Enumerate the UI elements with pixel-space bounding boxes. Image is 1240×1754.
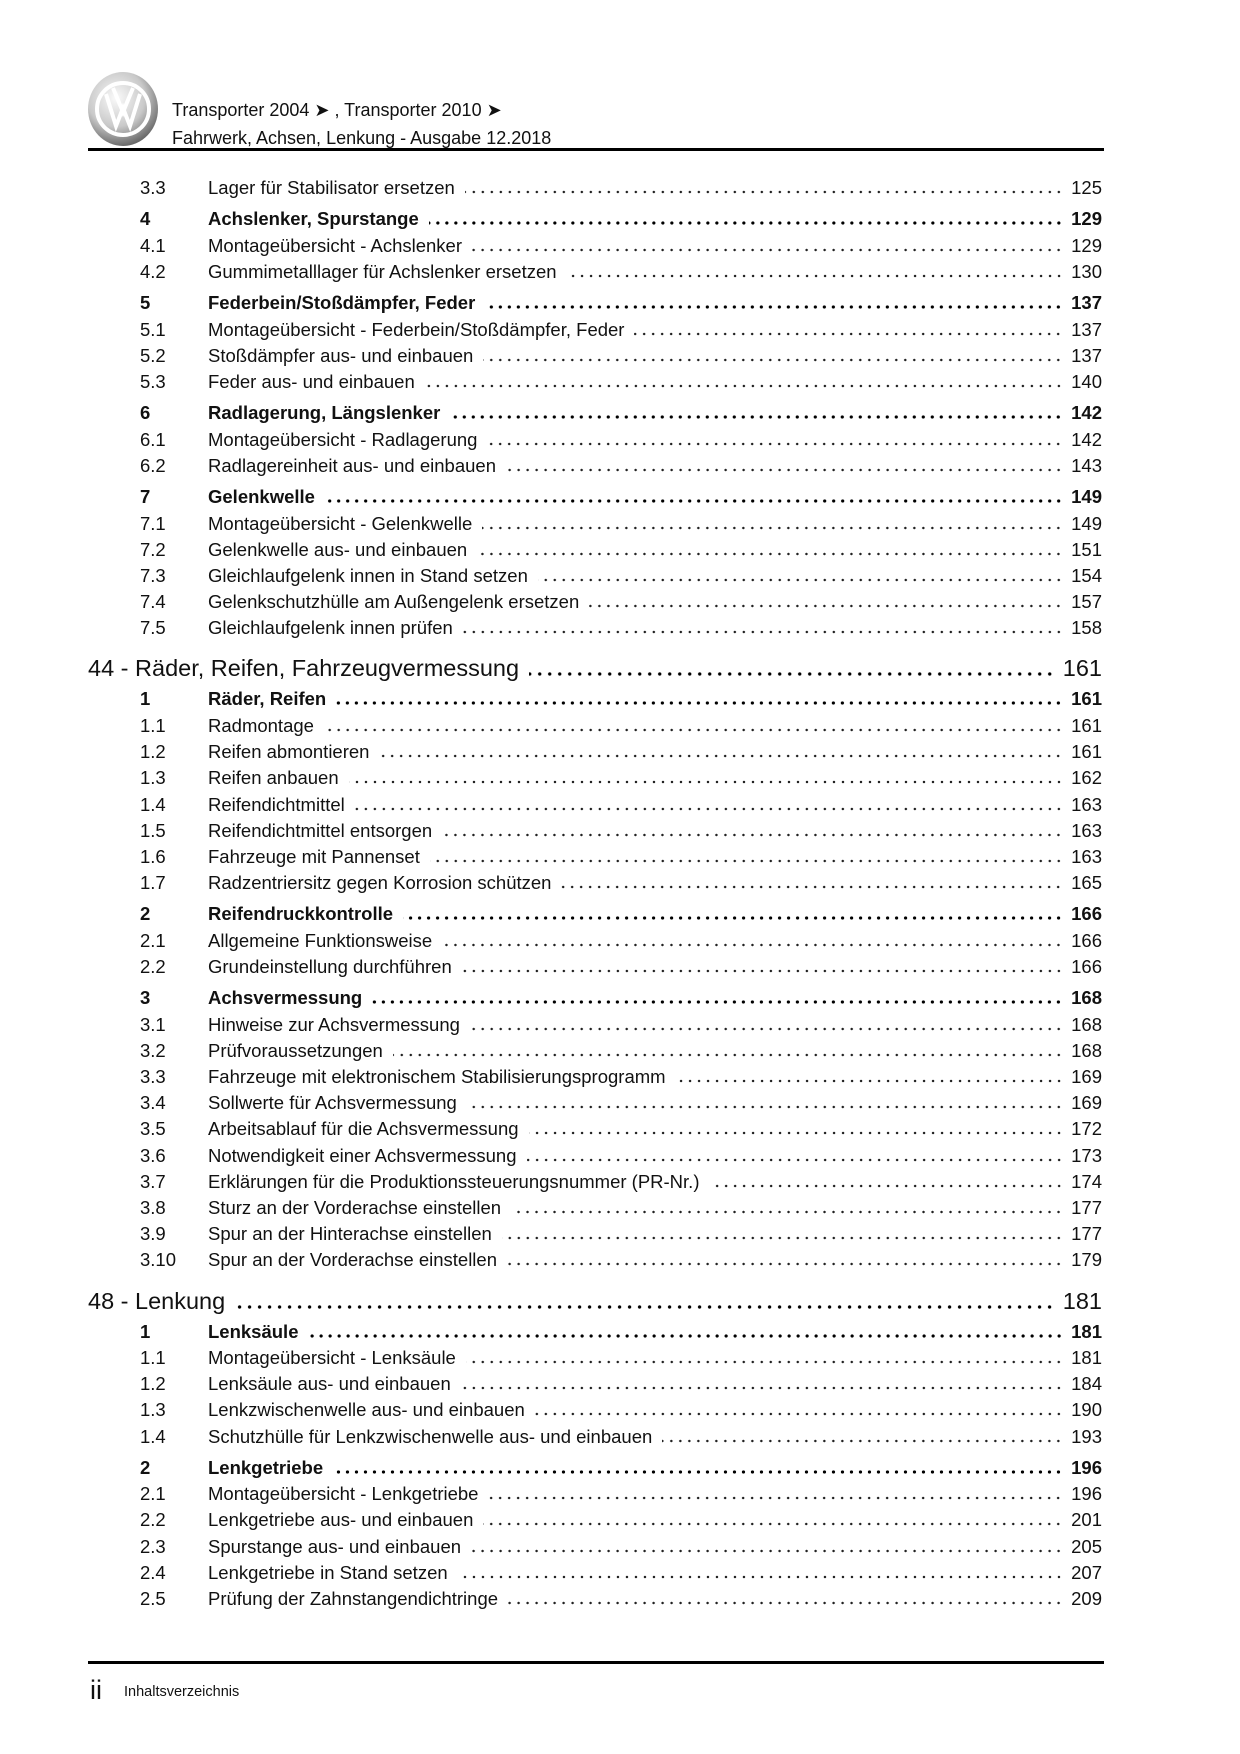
toc-page: 181 [1062,1287,1102,1314]
toc-page: 205 [1071,1535,1102,1557]
toc-number: 3.2 [140,1039,166,1061]
toc-title: Erklärungen für die Produktionssteuerungsnummer (PR-Nr.) [208,1170,700,1192]
toc-number: 3.7 [140,1170,166,1192]
dot-leader [450,415,1063,419]
toc-title: Räder, Reifen [208,688,327,710]
toc-entry[interactable] [140,1562,1102,1588]
toc-page: 196 [1071,1483,1102,1505]
toc-number: 6.2 [140,454,166,476]
toc-title: Sollwerte für Achsvermessung [208,1092,457,1114]
toc-number: 5 [140,292,151,314]
toc-title: Stoßdämpfer aus- und einbauen [208,344,474,366]
toc-entry[interactable] [140,1092,1102,1118]
toc-entry[interactable] [140,1426,1102,1452]
dot-leader [467,1105,1063,1109]
toc-number: 7.5 [140,617,166,639]
toc-number: 3.3 [140,1066,166,1087]
dot-leader [710,1184,1064,1188]
toc-section[interactable] [140,688,1102,715]
toc-entry[interactable] [140,1347,1102,1373]
toc-title: 48 - Lenkung [88,1287,226,1314]
toc-title: Prüfung der Zahnstangendichtringe [208,1588,499,1609]
toc-title: Lenkgetriebe [208,1456,324,1478]
toc-number: 1.4 [140,793,166,815]
vw-logo [88,72,158,146]
toc-number: 5.2 [140,344,166,366]
toc-number: 3.3 [140,177,166,198]
toc-section[interactable] [140,208,1102,235]
toc-number: 5.3 [140,370,166,392]
dot-leader [662,1439,1063,1443]
toc-number: 3.9 [140,1223,166,1245]
toc-page: 201 [1071,1509,1102,1531]
toc-page: 193 [1071,1425,1102,1447]
toc-entry[interactable] [140,1399,1102,1425]
toc-section[interactable] [140,402,1102,429]
dot-leader [502,1236,1063,1240]
toc-section[interactable] [140,1457,1102,1484]
toc-page: 166 [1071,955,1102,977]
dot-leader [379,754,1063,758]
toc-entry[interactable] [140,455,1102,481]
toc-number: 1.4 [140,1425,166,1447]
toc-title: Feder aus- und einbauen [208,370,415,392]
toc-entry[interactable] [140,715,1102,741]
toc-entry[interactable] [140,371,1102,397]
toc-page: 129 [1071,234,1102,256]
toc-title: Fahrzeuge mit Pannenset [208,845,420,867]
dot-leader [425,384,1063,388]
dot-leader [325,499,1063,503]
toc-entry[interactable] [140,794,1102,820]
toc-title: Lenkgetriebe in Stand setzen [208,1561,448,1583]
toc-title: Fahrzeuge mit elektronischem Stabilisierungsprogramm [208,1066,666,1087]
toc-page: 161 [1071,714,1102,736]
toc-page: 173 [1071,1144,1102,1166]
dot-leader [487,442,1063,446]
toc-title: Radmontage [208,714,314,736]
dot-leader [477,552,1063,556]
toc-page: 162 [1071,767,1102,789]
toc-title: Schutzhülle für Lenkzwischenwelle aus- und einbauen [208,1425,653,1447]
toc-number: 1.3 [140,767,166,789]
toc-number: 4 [140,208,151,230]
table-of-contents [88,177,1102,1614]
toc-page: 190 [1071,1399,1102,1421]
toc-title: Lenksäule aus- und einbauen [208,1373,451,1395]
dot-leader [355,807,1063,811]
toc-number: 2.5 [140,1588,166,1609]
toc-entry[interactable] [140,956,1102,982]
toc-number: 1.2 [140,741,166,763]
toc-title: Montageübersicht - Gelenkwelle [208,512,473,534]
dot-leader [483,1522,1063,1526]
toc-title: Allgemeine Funktionsweise [208,929,433,951]
toc-page: 174 [1071,1170,1102,1192]
toc-title: Radlagereinheit aus- und einbauen [208,454,496,476]
toc-number: 1.5 [140,819,166,841]
toc-number: 6 [140,402,151,424]
header-rule [88,148,1104,151]
toc-title: Montageübersicht - Lenkgetriebe [208,1483,479,1505]
toc-entry[interactable] [140,820,1102,846]
toc-title: Achslenker, Spurstange [208,208,419,230]
toc-page: 177 [1071,1196,1102,1218]
dot-leader [485,305,1063,309]
toc-title: Arbeitsablauf für die Achsvermessung [208,1118,519,1140]
toc-entry[interactable] [140,539,1102,565]
toc-title: Reifen anbauen [208,767,339,789]
dot-leader [561,885,1063,889]
toc-number: 1.6 [140,845,166,867]
toc-entry[interactable] [140,177,1102,203]
dot-leader [463,630,1063,634]
toc-page: 163 [1071,793,1102,815]
toc-chapter[interactable] [88,655,1102,688]
toc-number: 1.2 [140,1373,166,1395]
toc-entry[interactable] [140,617,1102,643]
toc-entry[interactable] [140,1483,1102,1509]
toc-number: 7.4 [140,591,166,613]
toc-entry[interactable] [140,429,1102,455]
toc-number: 2.2 [140,1509,166,1531]
dot-leader [472,248,1063,252]
toc-entry[interactable] [140,345,1102,371]
toc-number: 7.1 [140,512,166,534]
toc-section[interactable] [140,292,1102,319]
dot-leader [511,1210,1063,1214]
toc-number: 1.3 [140,1399,166,1421]
toc-page: 161 [1071,741,1102,763]
dot-leader [403,916,1063,920]
toc-page: 166 [1071,929,1102,951]
toc-number: 3.6 [140,1144,166,1166]
toc-title: Achsvermessung [208,987,363,1009]
toc-page: 184 [1071,1373,1102,1395]
toc-page: 140 [1071,370,1102,392]
toc-page: 165 [1071,872,1102,894]
toc-entry[interactable] [140,591,1102,617]
toc-entry[interactable] [140,1249,1102,1275]
dot-leader [535,1412,1063,1416]
dot-leader [458,1575,1063,1579]
toc-page: 143 [1071,454,1102,476]
toc-page: 196 [1071,1456,1102,1478]
toc-page: 179 [1071,1249,1102,1271]
toc-number: 7.2 [140,538,166,560]
dot-leader [488,1496,1063,1500]
toc-entry[interactable] [140,1171,1102,1197]
toc-page: 168 [1071,1039,1102,1061]
dot-leader [507,1262,1063,1266]
toc-number: 3.10 [140,1249,177,1271]
dot-leader [506,468,1063,472]
toc-page: 158 [1071,617,1102,639]
toc-number: 3.8 [140,1196,166,1218]
toc-entry[interactable] [140,930,1102,956]
toc-title: Lenksäule [208,1320,299,1342]
toc-title: Lenkzwischenwelle aus- und einbauen [208,1399,525,1421]
footer-rule [88,1661,1104,1664]
toc-number: 2.2 [140,955,166,977]
toc-page: 161 [1062,655,1102,682]
dot-leader [465,190,1063,194]
toc-entry[interactable] [140,1509,1102,1535]
dot-leader [429,221,1063,225]
dot-leader [349,780,1063,784]
toc-number: 7 [140,486,151,507]
dot-leader [508,1601,1063,1605]
dot-leader [309,1334,1064,1338]
toc-title: Radzentriersitz gegen Korrosion schützen [208,872,552,894]
dot-leader [567,274,1064,278]
toc-number: 5.1 [140,318,166,340]
toc-page: 161 [1071,688,1102,710]
toc-title: Reifendichtmittel [208,793,345,815]
toc-title: Gelenkschutzhülle am Außengelenk ersetzen [208,591,580,613]
footer-page-number: ii [90,1675,102,1705]
toc-page: 172 [1071,1118,1102,1140]
toc-entry[interactable] [140,846,1102,872]
toc-entry[interactable] [140,319,1102,345]
dot-leader [482,526,1063,530]
dot-leader [442,833,1063,837]
toc-number: 2 [140,903,151,925]
toc-chapter[interactable] [88,1288,1102,1321]
toc-entry[interactable] [140,741,1102,767]
dot-leader [442,943,1063,947]
dot-leader [483,358,1063,362]
toc-number: 4.1 [140,234,166,256]
toc-page: 151 [1071,538,1102,560]
toc-number: 7.3 [140,564,166,586]
toc-number: 2.1 [140,1483,166,1505]
toc-page: 154 [1071,564,1102,586]
toc-title: Gelenkwelle aus- und einbauen [208,538,468,560]
toc-page: 125 [1071,177,1102,198]
toc-page: 157 [1071,591,1102,613]
toc-number: 4.2 [140,260,166,282]
toc-title: Montageübersicht - Lenksäule [208,1347,456,1368]
toc-section[interactable] [140,486,1102,513]
toc-page: 168 [1071,1013,1102,1035]
toc-page: 207 [1071,1561,1102,1583]
toc-title: Grundeinstellung durchführen [208,955,452,977]
toc-page: 129 [1071,208,1102,230]
toc-title: Spur an der Vorderachse einstellen [208,1249,497,1271]
toc-entry[interactable] [140,1145,1102,1171]
toc-page: 137 [1071,318,1102,340]
toc-page: 142 [1071,402,1102,424]
toc-number: 3.5 [140,1118,166,1140]
toc-number: 1 [140,1320,151,1342]
toc-page: 137 [1071,292,1102,314]
toc-number: 3 [140,987,151,1009]
toc-entry[interactable] [140,1197,1102,1223]
dot-leader [235,1305,1055,1309]
dot-leader [461,1386,1063,1390]
toc-title: Gleichlaufgelenk innen prüfen [208,617,453,639]
dot-leader [589,604,1063,608]
toc-entry[interactable] [140,1588,1102,1614]
dot-leader [466,1360,1063,1364]
toc-number: 3.4 [140,1092,166,1114]
toc-page: 181 [1071,1320,1102,1342]
toc-page: 177 [1071,1223,1102,1245]
toc-number: 1.1 [140,714,166,736]
dot-leader [470,1027,1063,1031]
toc-number: 1.7 [140,872,166,894]
toc-section[interactable] [140,987,1102,1014]
toc-number: 2.1 [140,929,166,951]
toc-title: Reifendruckkontrolle [208,903,394,925]
toc-page: 163 [1071,819,1102,841]
toc-number: 2.4 [140,1561,166,1583]
dot-leader [336,701,1063,705]
toc-title: Reifen abmontieren [208,741,370,763]
toc-title: Lager für Stabilisator ersetzen [208,177,455,198]
toc-title: Montageübersicht - Radlagerung [208,428,478,450]
dot-leader [634,332,1063,336]
toc-page: 149 [1071,486,1102,507]
toc-number: 6.1 [140,428,166,450]
toc-entry[interactable] [140,513,1102,539]
toc-entry[interactable] [140,1373,1102,1399]
toc-entry[interactable] [140,235,1102,261]
toc-page: 169 [1071,1066,1102,1087]
toc-number: 3.1 [140,1013,166,1035]
toc-entry[interactable] [140,261,1102,287]
dot-leader [529,1131,1064,1135]
dot-leader [333,1470,1063,1474]
dot-leader [430,859,1063,863]
toc-page: 169 [1071,1092,1102,1114]
toc-page: 130 [1071,260,1102,282]
toc-title: Gelenkwelle [208,486,315,507]
toc-entry[interactable] [140,1118,1102,1144]
toc-page: 142 [1071,428,1102,450]
toc-title: Radlagerung, Längslenker [208,402,441,424]
toc-title: Lenkgetriebe aus- und einbauen [208,1509,474,1531]
toc-page: 163 [1071,845,1102,867]
dot-leader [372,1000,1063,1004]
toc-entry[interactable] [140,1040,1102,1066]
dot-leader [471,1549,1063,1553]
footer-section: Inhaltsverzeichnis [124,1684,240,1700]
toc-title: Gleichlaufgelenk innen in Stand setzen [208,564,528,586]
toc-number: 1.1 [140,1347,166,1368]
toc-entry[interactable] [140,767,1102,793]
toc-page: 209 [1071,1588,1102,1609]
toc-title: Notwendigkeit einer Achsvermessung [208,1144,517,1166]
toc-page: 149 [1071,512,1102,534]
toc-number: 2.3 [140,1535,166,1557]
toc-title: Reifendichtmittel entsorgen [208,819,433,841]
header-manual-title: Fahrwerk, Achsen, Lenkung - Ausgabe 12.2018 [172,128,552,148]
toc-title: 44 - Räder, Reifen, Fahrzeugvermessung [88,655,520,682]
toc-number: 1 [140,688,151,710]
header-vehicle: Transporter 2004 ➤ , Transporter 2010 ➤ [172,100,502,120]
toc-title: Hinweise zur Achsvermessung [208,1013,460,1035]
toc-title: Gummimetalllager für Achslenker ersetzen [208,260,557,282]
dot-leader [462,969,1063,973]
toc-title: Spur an der Hinterachse einstellen [208,1223,492,1245]
toc-entry[interactable] [140,1014,1102,1040]
toc-title: Federbein/Stoßdämpfer, Feder [208,292,476,314]
toc-title: Sturz an der Vorderachse einstellen [208,1196,502,1218]
toc-title: Montageübersicht - Achslenker [208,234,462,256]
toc-page: 181 [1071,1347,1102,1368]
dot-leader [393,1053,1063,1057]
toc-title: Prüfvoraussetzungen [208,1039,383,1061]
toc-page: 168 [1071,987,1102,1009]
toc-entry[interactable] [140,565,1102,591]
toc-page: 137 [1071,344,1102,366]
toc-title: Montageübersicht - Federbein/Stoßdämpfer, Feder [208,318,625,340]
dot-leader [527,1158,1064,1162]
toc-entry[interactable] [140,1066,1102,1092]
dot-leader [529,672,1055,676]
toc-title: Spurstange aus- und einbauen [208,1535,462,1557]
toc-entry[interactable] [140,1536,1102,1562]
toc-entry[interactable] [140,1223,1102,1249]
toc-section[interactable] [140,903,1102,930]
toc-entry[interactable] [140,872,1102,898]
dot-leader [538,578,1063,582]
toc-section[interactable] [140,1321,1102,1348]
toc-page: 166 [1071,903,1102,925]
toc-number: 2 [140,1456,151,1478]
dot-leader [676,1079,1064,1083]
dot-leader [324,728,1063,732]
